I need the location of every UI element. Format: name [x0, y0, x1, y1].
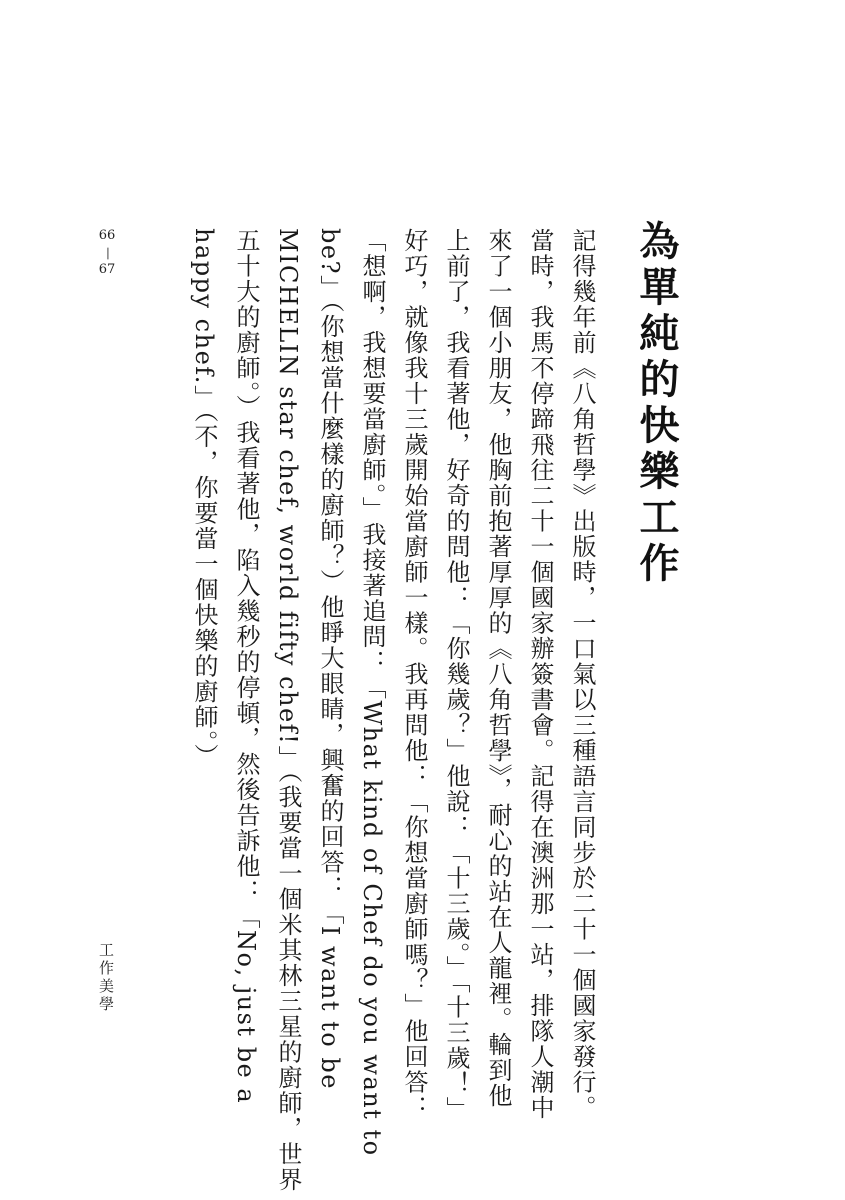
- text-column: 五十大的廚師。）我看著他，陷入幾秒的停頓，然後告訴他：「No, just be a: [232, 228, 260, 1105]
- page-number: [92, 228, 122, 279]
- body-text: [183, 228, 603, 1193]
- text-column: MICHELIN star chef, world fifty chef!」（我要當一個米其林三星的廚師，世界: [274, 228, 302, 1193]
- text-column: 當時，我馬不停蹄飛往二十一個國家辦簽書會。記得在澳洲那一站，排隊人潮中: [526, 228, 554, 1121]
- text-column: 好巧，就像我十三歲開始當廚師一樣。我再問他：「你想當廚師嗎？」他回答：: [400, 228, 428, 1121]
- text-column: be?」（你想當什麼樣的廚師？）他睜大眼睛，興奮的回答：「I want to be: [316, 228, 344, 1090]
- page-number-left: 66: [98, 228, 116, 243]
- chapter-title: 為單純的快樂工作: [633, 220, 680, 588]
- text-column: happy chef.」（不，你要當一個快樂的廚師。）: [190, 228, 218, 769]
- text-column: 上前了，我看著他，好奇的問他：「你幾歲？」他說：「十三歲。」「十三歲！」: [442, 228, 470, 1122]
- page-number-right: 67: [98, 261, 116, 277]
- text-column: 記得幾年前《八角哲學》出版時，一口氣以三種語言同步於二十一個國家發行。: [568, 228, 596, 1121]
- running-head: 工作美學: [97, 942, 115, 1014]
- text-column: 「想啊，我想要當廚師。」我接著追問：「What kind of Chef do you want to: [358, 228, 386, 1157]
- text-column: 來了一個小朋友，他胸前抱著厚厚的《八角哲學》，耐心的站在人龍裡。輪到他: [484, 228, 512, 1109]
- page-number-separator: —: [100, 246, 116, 260]
